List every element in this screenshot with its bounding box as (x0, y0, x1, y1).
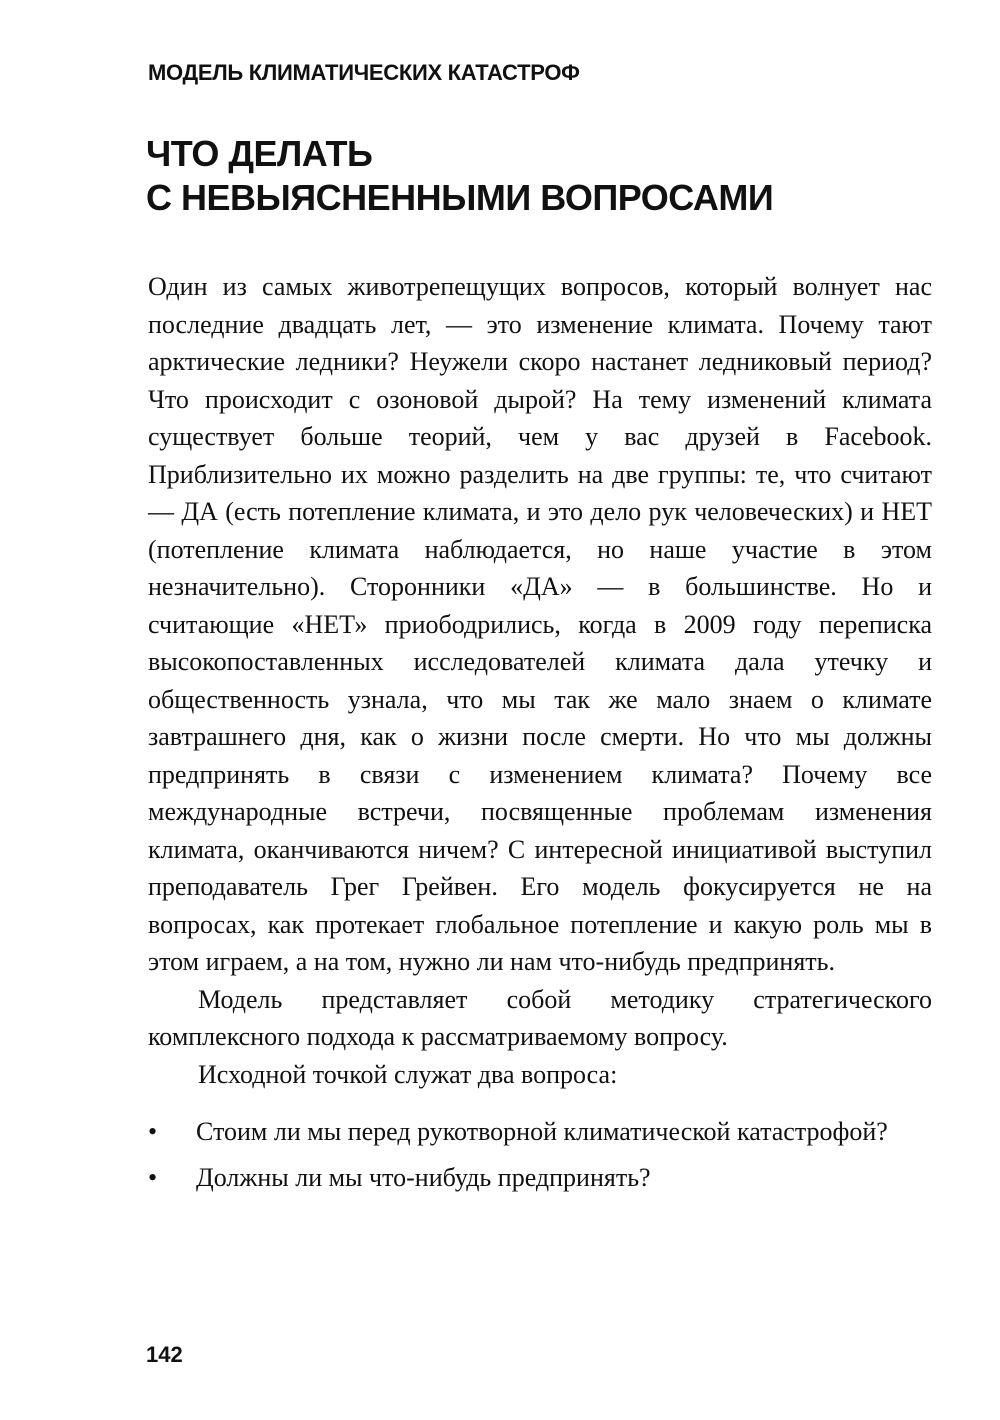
list-item-text: Стоим ли мы перед рукотворной климатической катастрофой? (196, 1117, 888, 1146)
bullet-icon: • (148, 1117, 158, 1146)
body-text (148, 268, 932, 1204)
chapter-title-line-2: С НЕВЫЯСНЕННЫМИ ВОПРОСАМИ (146, 177, 774, 218)
chapter-title (146, 132, 773, 220)
list-item-text: Должны ли мы что-нибудь предпринять? (196, 1162, 651, 1192)
page-number: 142 (146, 1342, 183, 1367)
chapter-title-line-1: ЧТО ДЕЛАТЬ (146, 133, 373, 174)
list-item (148, 1159, 932, 1197)
paragraph-starting-point: Исходной точкой служат два вопроса: (198, 1059, 618, 1089)
question-list (148, 1113, 932, 1196)
paragraph-intro: Один из самых животрепещущих вопросов, который волнует нас последние двадцать лет, — это изменение климата. Почему тают арктические ледники? Неужели скоро настанет ледниковый период? Что происходит с озоновой дырой? На тему изменений климата существует больше теорий, чем у вас друзей в Facebook. Приблизительно их можно разделить на две группы: те, что считают — ДА (есть потепление климата, и это дело рук человеческих) и НЕТ (потепление климата наблюдается, но наше участие в этом незначительно). Сторонники «ДА» — в большинстве. Но и считающие «НЕТ» приободрились, когда в 2009 году переписка высокопоставленных исследователей климата дала утечку и общественность узнала, что мы так же мало знаем о климате завтрашнего дня, как о жизни после смерти. Но что мы должны предпринять в связи с изменением климата? Почему все международные встречи, посвященные проблемам изменения климата, оканчиваются ничем? С интересной инициативой выступил преподаватель Грег Грейвен. Его модель фокусируется не на вопросах, как протекает глобальное потепление и какую роль мы в этом играем, а на том, нужно ли нам что-нибудь предпринять. (148, 272, 932, 976)
list-item (148, 1113, 932, 1151)
paragraph-model: Модель представляет собой методику стратегического комплексного подхода к рассматриваемому вопросу. (148, 984, 932, 1051)
bullet-icon: • (148, 1162, 158, 1192)
running-header: МОДЕЛЬ КЛИМАТИЧЕСКИХ КАТАСТРОФ (148, 60, 580, 85)
